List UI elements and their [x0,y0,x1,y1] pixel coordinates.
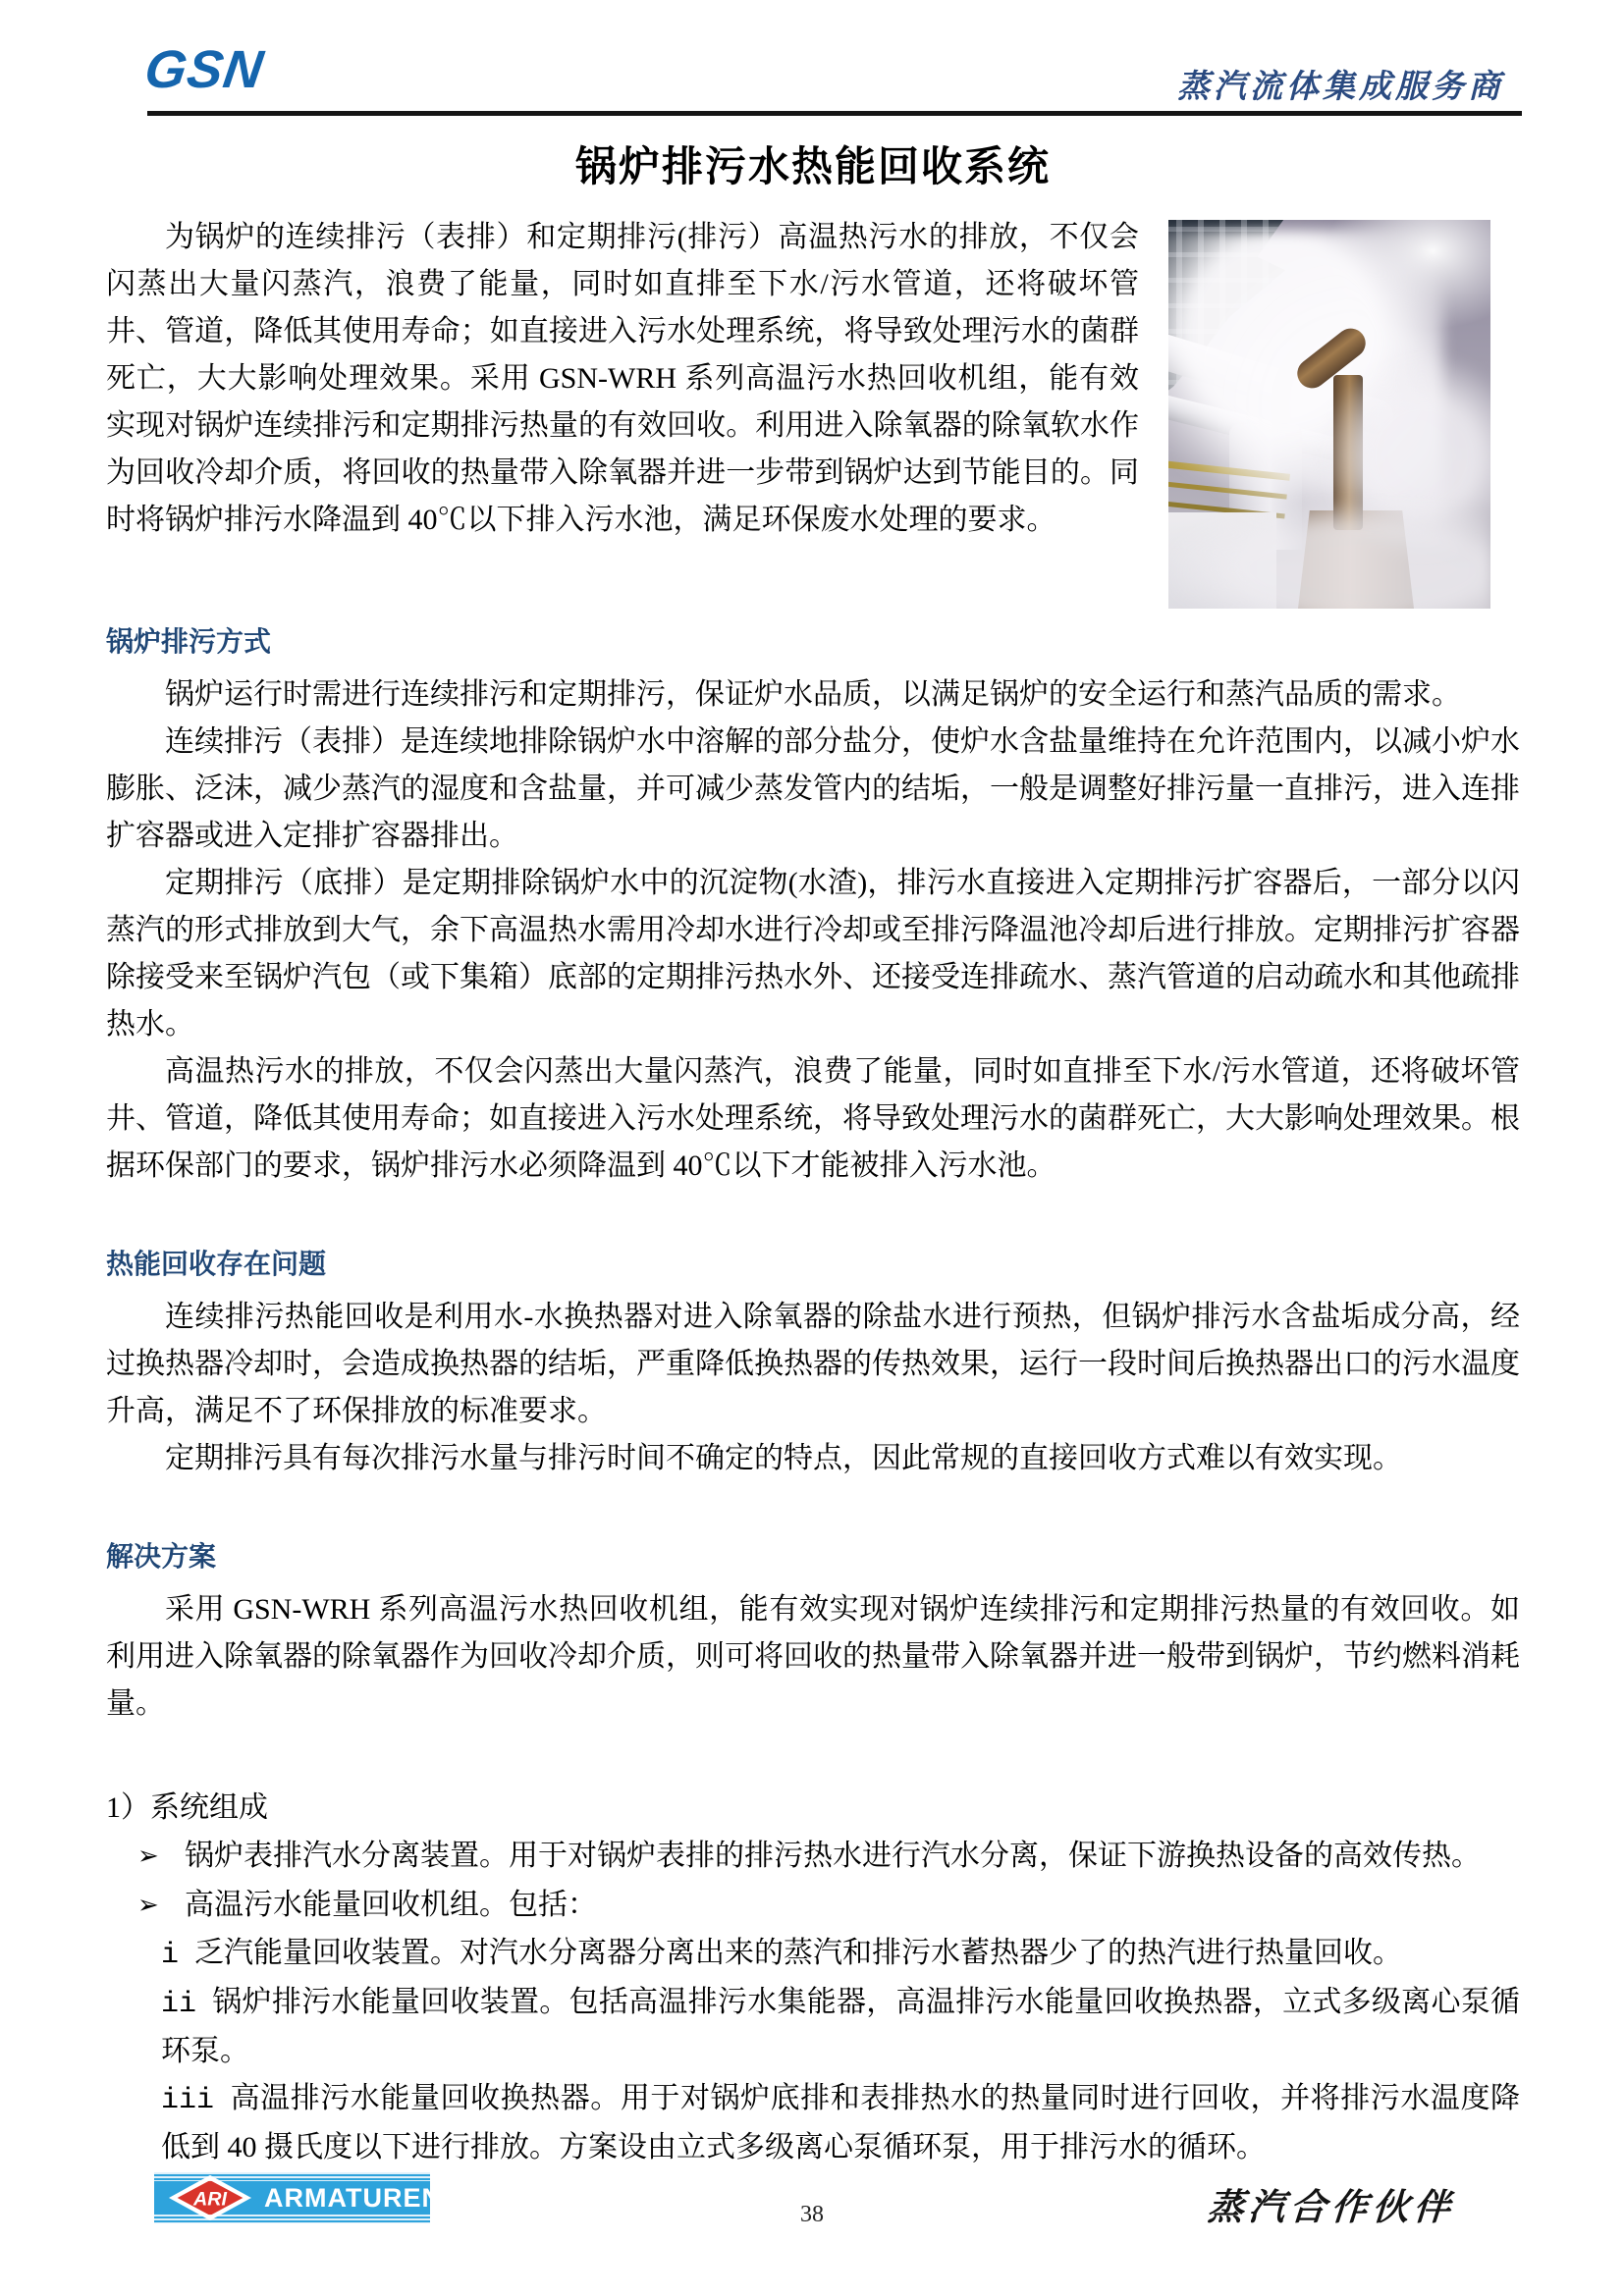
page-title: 锅炉排污水热能回收系统 [574,145,1051,190]
ari-logo-text: ARI [193,2188,227,2211]
paragraph: 采用 GSN-WRH 系列高温污水热回收机组，能有效实现对锅炉连续排污和定期排污热量的有效回收。如利用进入除氧器的除氧器作为回收冷却介质，则可将回收的热量带入除氧器并进一般带到锅炉，节约燃料消耗量。 [106,1593,1520,1720]
list-item-text: 锅炉表排汽水分离装置。用于对锅炉表排的排污热水进行汽水分离，保证下游换热设备的高效传热。 [185,1840,1481,1872]
list-item [106,1881,1520,1930]
sub-item-label: i [161,1939,180,1972]
list-item-text: 高温污水能量回收机组。包括： [185,1889,597,1921]
sub-list-item [106,2075,1520,2171]
intro-section [106,214,1520,611]
document-body [106,0,1520,2171]
sub-item-label: iii [161,2084,215,2117]
paragraph: 连续排污热能回收是利用水-水换热器对进入除氧器的除盐水进行预热，但锅炉排污水含盐垢成分高，经过换热器冷却时，会造成换热器的结垢，严重降低换热器的传热效果，运行一段时间后换热器出口的污水温度升高，满足不了环保排放的标准要求。 [106,1301,1520,1427]
sub-list-item [106,1930,1520,1979]
list-item [106,1832,1520,1881]
section-heading-recovery-problems: 热能回收存在问题 [106,1250,327,1280]
gsn-logo: GSN [140,40,268,99]
page-number: 38 [800,2202,824,2227]
system-composition-heading: 1）系统组成 [106,1791,268,1824]
sub-item-text: 锅炉排污水能量回收装置。包括高温排污水集能器，高温排污水能量回收换热器，立式多级离心泵循环泵。 [161,1986,1520,2067]
plant-steam-photo [1168,220,1490,609]
intro-paragraph: 为锅炉的连续排污（表排）和定期排污(排污）高温热污水的排放，不仅会闪蒸出大量闪蒸汽，浪费了能量，同时如直排至下水/污水管道，还将破坏管井、管道，降低其使用寿命；如直接进入污水处理系统，将导致处理污水的菌群死亡，大大影响处理效果。采用 GSN-WRH 系列高温污水热回收机组，能有效实现对锅炉连续排污和定期排污热量的有效回收。利用进入除氧器的除氧软水作为回收冷却介质，将回收的热量带入除氧器并进一步带到锅炉达到节能目的。同时将锅炉排污水降温到 40℃以下排入污水池，满足环保废水处理的要求。 [106,221,1139,536]
paragraph: 连续排污（表排）是连续地排除锅炉水中溶解的部分盐分，使炉水含盐量维持在允许范围内，以减小炉水膨胀、泛沫，减少蒸汽的湿度和含盐量，并可减少蒸发管内的结垢，一般是调整好排污量一直排污，进入连排扩容器或进入定排扩容器排出。 [106,725,1520,852]
paragraph: 定期排污（底排）是定期排除锅炉水中的沉淀物(水渣)，排污水直接进入定期排污扩容器后，一部分以闪蒸汽的形式排放到大气，余下高温热水需用冷却水进行冷却或至排污降温池冷却后进行排放。定期排污扩容器除接受来至锅炉汽包（或下集箱）底部的定期排污热水外、还接受连排疏水、蒸汽管道的启动疏水和其他疏排热水。 [106,867,1520,1041]
arrow-bullet-icon: ➢ [137,1891,159,1920]
paragraph: 高温热污水的排放，不仅会闪蒸出大量闪蒸汽，浪费了能量，同时如直排至下水/污水管道，还将破坏管井、管道，降低其使用寿命；如直接进入污水处理系统，将导致处理污水的菌群死亡，大大影响处理效果。根据环保部门的要求，锅炉排污水必须降温到 40℃以下才能被排入污水池。 [106,1055,1520,1182]
armaturen-label: ARMATUREN [264,2182,442,2213]
section-heading-blowdown-modes: 锅炉排污方式 [106,627,272,658]
paragraph: 定期排污具有每次排污水量与排污时间不确定的特点，因此常规的直接回收方式难以有效实现。 [165,1442,1402,1474]
sub-item-label: ii [161,1988,197,2021]
sub-item-text: 乏汽能量回收装置。对汽水分离器分离出来的蒸汽和排污水蓄热器少了的热汽进行热量回收。 [194,1937,1403,1969]
sub-list-item [106,1979,1520,2075]
sub-item-text: 高温排污水能量回收换热器。用于对锅炉底排和表排热水的热量同时进行回收，并将排污水温度降低到 40 摄氏度以下进行排放。方案设由立式多级离心泵循环泵，用于排污水的循环。 [161,2082,1520,2163]
arrow-bullet-icon: ➢ [137,1842,159,1871]
paragraph: 锅炉运行时需进行连续排污和定期排污，保证炉水品质，以满足锅炉的安全运行和蒸汽品质的需求。 [165,678,1461,711]
photo-steam-fog [1168,501,1490,609]
section-heading-solution: 解决方案 [106,1542,217,1573]
steam-partner-calligraphy: 蒸汽合作伙伴 [1206,2188,1457,2228]
header-slogan: 蒸汽流体集成服务商 [1177,70,1504,105]
